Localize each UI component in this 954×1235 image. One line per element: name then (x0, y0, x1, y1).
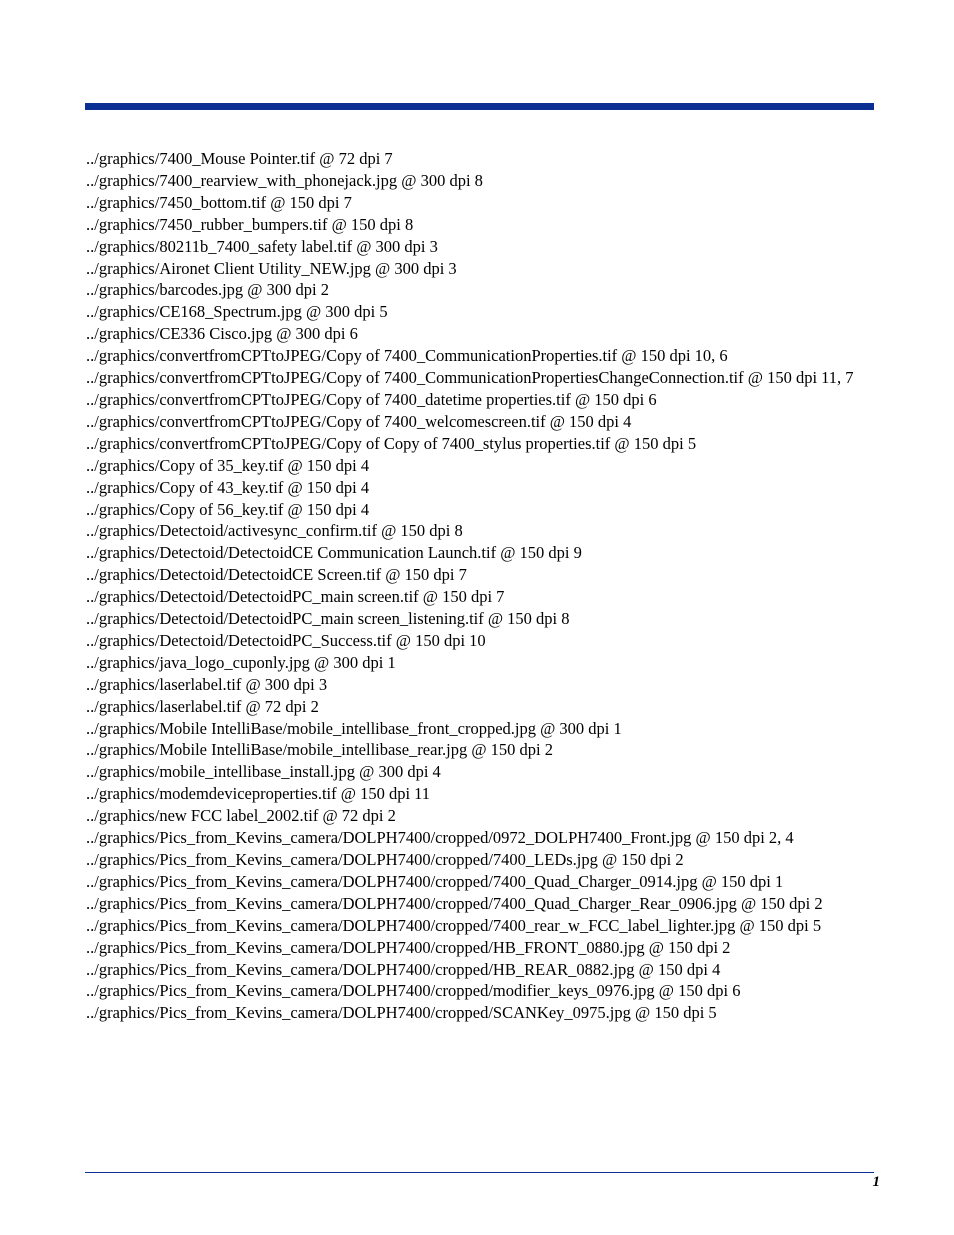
index-entry: ../graphics/7400_rearview_with_phonejack.jpg @ 300 dpi 8 (86, 170, 483, 190)
index-entry: ../graphics/Detectoid/DetectoidCE Screen.tif @ 150 dpi 7 (86, 565, 467, 585)
index-entry: ../graphics/convertfromCPTtoJPEG/Copy of 7400_datetime properties.tif @ 150 dpi 6 (86, 389, 657, 409)
index-entry: ../graphics/Pics_from_Kevins_camera/DOLPH7400/cropped/7400_rear_w_FCC_label_lighter.jpg @ 150 dpi 5 (86, 915, 822, 935)
index-entry: ../graphics/laserlabel.tif @ 72 dpi 2 (86, 696, 319, 716)
index-entry: ../graphics/Pics_from_Kevins_camera/DOLPH7400/cropped/HB_FRONT_0880.jpg @ 150 dpi 2 (86, 937, 731, 957)
index-entry: ../graphics/convertfromCPTtoJPEG/Copy of 7400_welcomescreen.tif @ 150 dpi 4 (86, 411, 632, 431)
index-entry: ../graphics/mobile_intellibase_install.jpg @ 300 dpi 4 (86, 762, 441, 782)
index-entry: ../graphics/Detectoid/DetectoidCE Communication Launch.tif @ 150 dpi 9 (86, 543, 582, 563)
index-entry: ../graphics/Copy of 35_key.tif @ 150 dpi 4 (86, 455, 370, 475)
header-rule (85, 103, 874, 110)
index-entry: ../graphics/Detectoid/activesync_confirm.tif @ 150 dpi 8 (86, 521, 463, 541)
index-entry: ../graphics/Pics_from_Kevins_camera/DOLPH7400/cropped/0972_DOLPH7400_Front.jpg @ 150 dpi 2, 4 (86, 828, 794, 848)
index-entry: ../graphics/barcodes.jpg @ 300 dpi 2 (86, 280, 329, 300)
index-entry: ../graphics/Pics_from_Kevins_camera/DOLPH7400/cropped/HB_REAR_0882.jpg @ 150 dpi 4 (86, 959, 721, 979)
index-entry: ../graphics/Pics_from_Kevins_camera/DOLPH7400/cropped/7400_Quad_Charger_0914.jpg @ 150 dpi 1 (86, 871, 784, 891)
index-entry: ../graphics/Pics_from_Kevins_camera/DOLPH7400/cropped/7400_Quad_Charger_Rear_0906.jpg @ 150 dpi 2 (86, 893, 823, 913)
index-entry: ../graphics/convertfromCPTtoJPEG/Copy of Copy of 7400_stylus properties.tif @ 150 dpi 5 (86, 433, 697, 453)
index-entry: ../graphics/7400_Mouse Pointer.tif @ 72 dpi 7 (86, 149, 393, 168)
index-entry: ../graphics/80211b_7400_safety label.tif @ 300 dpi 3 (86, 236, 438, 256)
graphics-index-list (86, 148, 872, 1024)
index-entry: ../graphics/7450_rubber_bumpers.tif @ 150 dpi 8 (86, 214, 414, 234)
index-entry: ../graphics/Copy of 43_key.tif @ 150 dpi 4 (86, 477, 370, 497)
index-entry: ../graphics/Pics_from_Kevins_camera/DOLPH7400/cropped/modifier_keys_0976.jpg @ 150 dpi 6 (86, 981, 741, 1001)
index-entry: ../graphics/Detectoid/DetectoidPC_main screen_listening.tif @ 150 dpi 8 (86, 609, 570, 629)
index-entry: ../graphics/Detectoid/DetectoidPC_Success.tif @ 150 dpi 10 (86, 630, 486, 650)
index-entry: ../graphics/convertfromCPTtoJPEG/Copy of 7400_CommunicationPropertiesChangeConnection.tif @ 150 dpi 11, 7 (86, 368, 854, 388)
index-entry: ../graphics/new FCC label_2002.tif @ 72 dpi 2 (86, 806, 396, 826)
index-entry: ../graphics/convertfromCPTtoJPEG/Copy of 7400_CommunicationProperties.tif @ 150 dpi 10, 6 (86, 346, 728, 366)
index-entry: ../graphics/Mobile IntelliBase/mobile_intellibase_front_cropped.jpg @ 300 dpi 1 (86, 718, 622, 738)
index-entry: ../graphics/java_logo_cuponly.jpg @ 300 dpi 1 (86, 652, 396, 672)
index-entry: ../graphics/Pics_from_Kevins_camera/DOLPH7400/cropped/SCANKey_0975.jpg @ 150 dpi 5 (86, 1003, 717, 1023)
index-entry: ../graphics/7450_bottom.tif @ 150 dpi 7 (86, 192, 352, 212)
index-entry: ../graphics/laserlabel.tif @ 300 dpi 3 (86, 674, 328, 694)
index-entry: ../graphics/Pics_from_Kevins_camera/DOLPH7400/cropped/7400_LEDs.jpg @ 150 dpi 2 (86, 850, 684, 869)
index-entry: ../graphics/Copy of 56_key.tif @ 150 dpi 4 (86, 499, 370, 519)
index-entry: ../graphics/Mobile IntelliBase/mobile_intellibase_rear.jpg @ 150 dpi 2 (86, 740, 554, 760)
index-entry: ../graphics/Detectoid/DetectoidPC_main screen.tif @ 150 dpi 7 (86, 587, 505, 607)
index-entry: ../graphics/Aironet Client Utility_NEW.jpg @ 300 dpi 3 (86, 258, 457, 278)
index-entry: ../graphics/CE336 Cisco.jpg @ 300 dpi 6 (86, 324, 358, 344)
footer-rule (85, 1172, 874, 1173)
index-entry: ../graphics/CE168_Spectrum.jpg @ 300 dpi 5 (86, 302, 388, 322)
page-number: 1 (872, 1174, 880, 1190)
index-entry: ../graphics/modemdeviceproperties.tif @ 150 dpi 11 (86, 784, 431, 804)
